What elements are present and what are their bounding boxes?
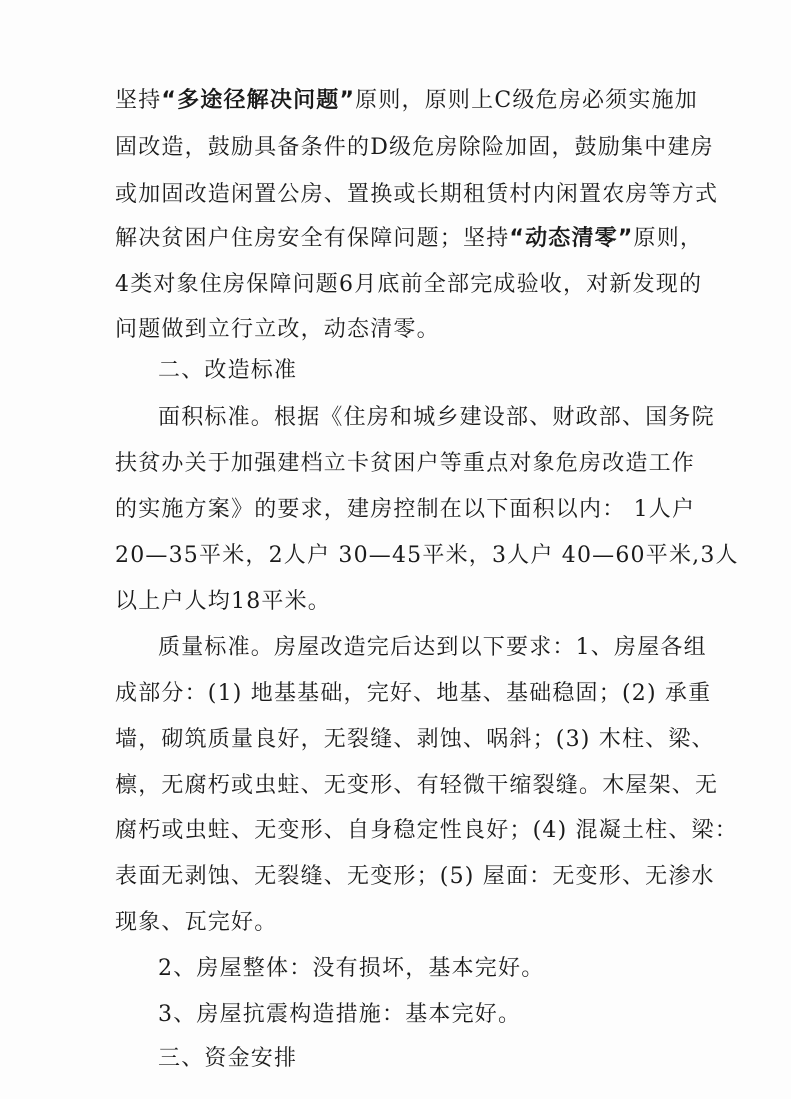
section-heading: 三、资金安排 <box>158 1046 298 1071</box>
paragraph-line: 2、房屋整体：没有损坏，基本完好。 <box>158 956 545 981</box>
paragraph-line: 质量标准。房屋改造完后达到以下要求：1、房屋各组 <box>158 635 707 660</box>
paragraph-line: 扶贫办关于加强建档立卡贫困户等重点对象危房改造工作 <box>115 451 696 476</box>
paragraph-line: 以上户人均18平米。 <box>115 589 331 614</box>
emphasis-text: “动态清零” <box>509 226 634 251</box>
paragraph-line: 成部分：(1) 地基基础，完好、地基、基础稳固；(2) 承重 <box>115 681 712 706</box>
paragraph-line: 问题做到立行立改，动态清零。 <box>115 317 440 342</box>
text-run: 原则， <box>633 226 704 251</box>
text-run: 原则，原则上C级危房必须实施加 <box>355 88 698 113</box>
paragraph-line: 檩，无腐朽或虫蛀、无变形、有轻微干缩裂缝。木屋架、无 <box>115 773 719 798</box>
paragraph-line: 20—35平米，2人户 30—45平米，3人户 40—60平米,3人 <box>115 543 739 568</box>
paragraph-line: 或加固改造闲置公房、置换或长期租赁村内闲置农房等方式 <box>115 182 719 207</box>
paragraph-line <box>115 86 698 116</box>
paragraph-line: 现象、瓦完好。 <box>115 910 278 935</box>
paragraph-line: 固改造，鼓励具备条件的D级危房除险加固，鼓励集中建房 <box>115 135 714 160</box>
paragraph-line <box>115 224 703 254</box>
paragraph-line: 表面无剥蚀、无裂缝、无变形；(5) 屋面：无变形、无渗水 <box>115 864 715 889</box>
text-run: 坚持 <box>115 88 162 113</box>
paragraph-line: 面积标准。根据《住房和城乡建设部、财政部、国务院 <box>158 405 715 430</box>
paragraph-line: 墙，砌筑质量良好，无裂缝、剥蚀、㖞斜；(3) 木柱、梁、 <box>115 727 715 752</box>
section-heading: 二、改造标准 <box>158 358 298 383</box>
emphasis-text: “多途径解决问题” <box>161 88 356 113</box>
paragraph-line: 3、房屋抗震构造措施：基本完好。 <box>158 1002 522 1027</box>
paragraph-line: 4类对象住房保障问题6月底前全部完成验收，对新发现的 <box>115 272 703 297</box>
paragraph-line: 的实施方案》的要求，建房控制在以下面积以内： 1人户 <box>115 497 696 522</box>
text-run: 解决贫困户住房安全有保障问题；坚持 <box>115 226 510 251</box>
paragraph-line: 腐朽或虫蛀、无变形、自身稳定性良好；(4) 混凝土柱、梁： <box>115 818 738 843</box>
